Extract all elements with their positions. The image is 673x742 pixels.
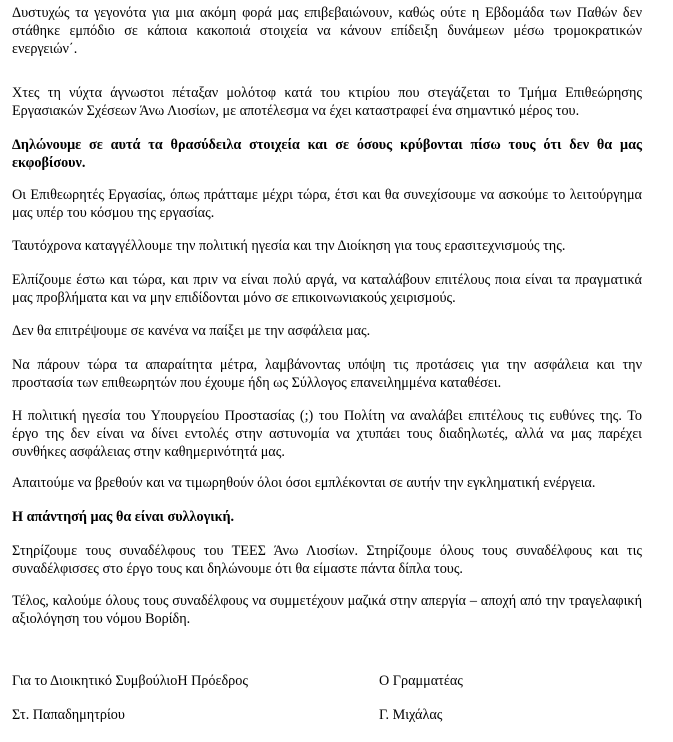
board-president-title: Για το Διοικητικό ΣυμβούλιοΗ Πρόεδρος (12, 673, 248, 689)
president-name: Στ. Παπαδημητρίου (12, 707, 125, 723)
paragraph-declaration: Δηλώνουμε σε αυτά τα θρασύδειλα στοιχεία και σε όσους κρύβονται πίσω τους ότι δεν θα μας εκφοβίσουν. (12, 137, 642, 171)
secretary-name: Γ. Μιχάλας (379, 707, 443, 723)
paragraph-molotov-attack: Χτες τη νύχτα άγνωστοι πέταξαν μολότοφ κατά του κτιρίου που στεγάζεται το Τμήμα Επιθεώρησης Εργασιακών Σχέσεων Άνω Λιοσίων, με αποτέλεσμα να έχει καταστραφεί ένα σημαντικό μέρος του. (12, 85, 642, 119)
paragraph-strike-call: Τέλος, καλούμε όλους τους συναδέλφους να συμμετέχουν μαζικά στην απεργία – αποχή από την τραγελαφική αξιολόγηση του νόμου Βορίδη. (12, 593, 642, 627)
paragraph-hope-understand: Ελπίζουμε έστω και τώρα, και πριν να είναι πολύ αργά, να καταλάβουν επιτέλους ποια είναι τα πραγματικά μας προβλήματα και να μην επιδίδονται μόνο σε επικοινωνιακούς χειρισμούς. (12, 272, 642, 306)
paragraph-collective-response: Η απάντησή μας θα είναι συλλογική. (12, 509, 235, 525)
paragraph-demand-punishment: Απαιτούμε να βρεθούν και να τιμωρηθούν όλοι όσοι εμπλέκονται σε αυτήν την εγκληματική ενέργεια. (12, 475, 596, 491)
paragraph-support-colleagues: Στηρίζουμε τους συναδέλφους του ΤΕΕΣ Άνω Λιοσίων. Στηρίζουμε όλους τους συναδέλφους και τις συναδέλφισσες στο έργο τους και δηλώνουμε ότι θα είμαστε πάντα δίπλα τους. (12, 543, 642, 577)
paragraph-ministry: Η πολιτική ηγεσία του Υπουργείου Προστασίας (;) του Πολίτη να αναλάβει επιτέλους τις ευθύνες της. Το έργο της δεν είναι να δίνει εντολές στην αστυνομία να χτυπάει τους διαδηλωτές, αλλά να μας παρέχει συνθήκες ασφάλειας στην καθημερινότητά μας. (12, 408, 642, 460)
paragraph-safety: Δεν θα επιτρέψουμε σε κανένα να παίξει με την ασφάλεια μας. (12, 323, 371, 339)
paragraph-measures: Να πάρουν τώρα τα απαραίτητα μέτρα, λαμβάνοντας υπόψη τις προτάσεις για την ασφάλεια και την προστασία των επιθεωρητών που έχουμε ήδη ως Σύλλογος επανειλημμένα καταθέσει. (12, 357, 642, 391)
paragraph-denounce-leadership: Ταυτόχρονα καταγγέλλουμε την πολιτική ηγεσία και την Διοίκηση για τους ερασιτεχνισμούς της. (12, 238, 566, 254)
paragraph-events-intro: Δυστυχώς τα γεγονότα για μια ακόμη φορά μας επιβεβαιώνουν, καθώς ούτε η Εβδομάδα των Παθών δεν στάθηκε εμπόδιο σε κάποια κακοποιά στοιχεία να κάνουν επίδειξη δυνάμεων μέσω τρομοκρατικών ενεργειών΄. (12, 5, 642, 57)
paragraph-inspectors-continue: Οι Επιθεωρητές Εργασίας, όπως πράτταμε μέχρι τώρα, έτσι και θα συνεχίσουμε να ασκούμε το λειτούργημα μας υπέρ του κόσμου της εργασίας. (12, 187, 642, 221)
secretary-title: Ο Γραμματέας (379, 673, 463, 689)
